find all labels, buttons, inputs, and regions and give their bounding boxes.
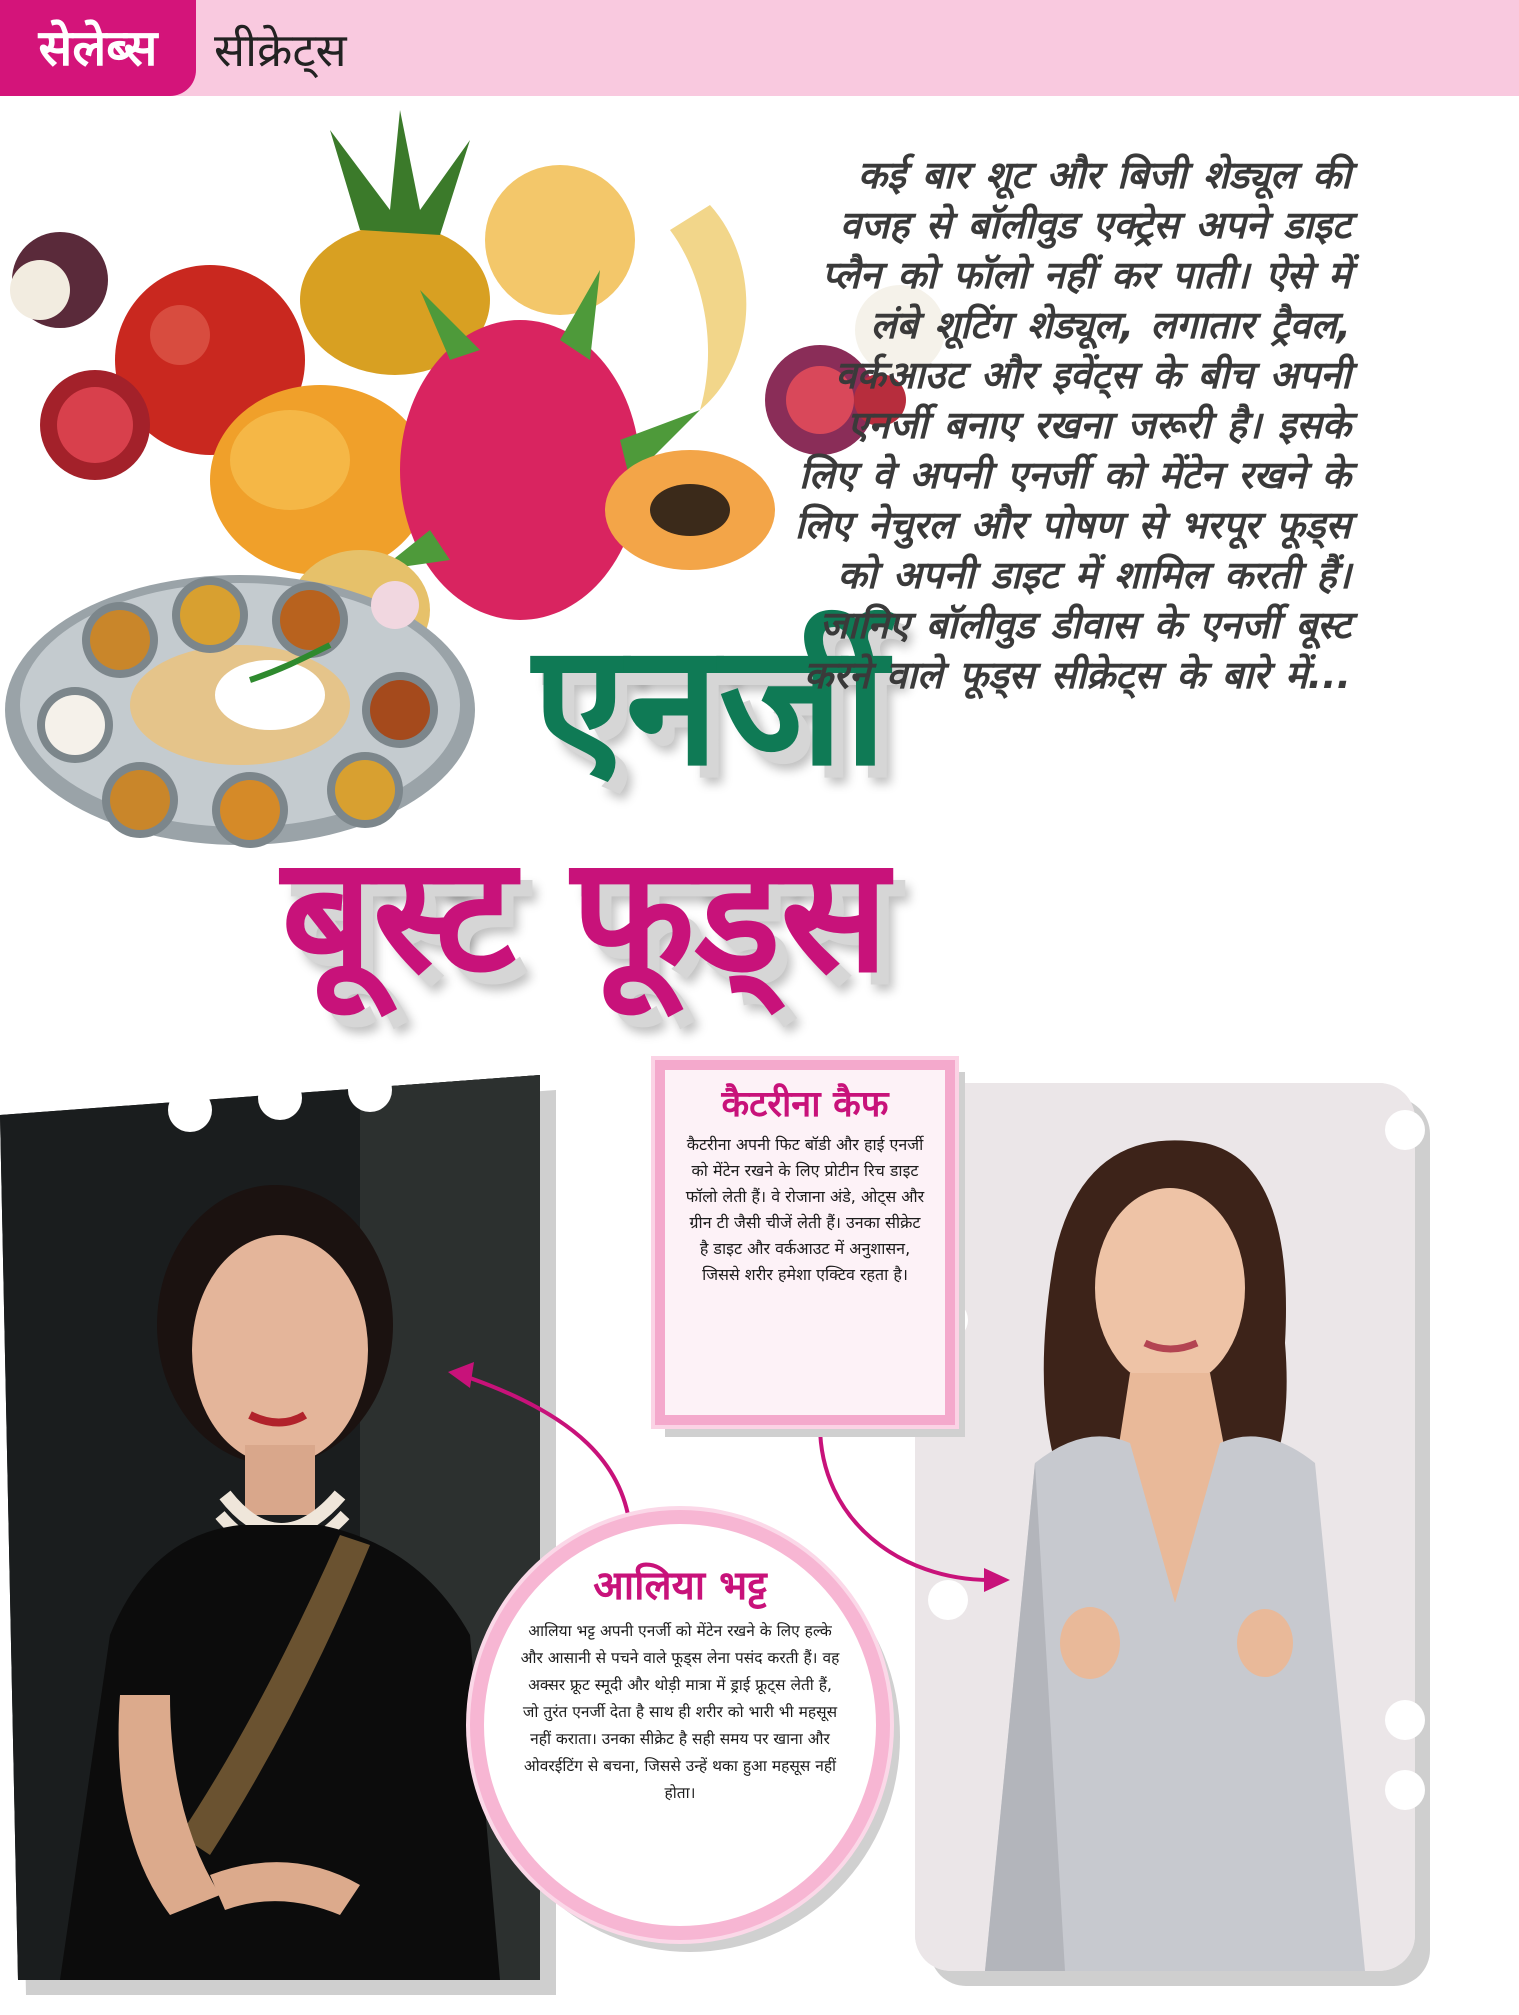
headline-line-1: एनर्जी [532,607,888,803]
alia-info-box [470,1510,890,1940]
katrina-name: कैटरीना कैफ [721,1084,889,1125]
headline-line-2: बूस्ट फूड्स [281,821,889,1008]
alia-name: आलिया भट्ट [593,1563,767,1609]
portrait-katrina [915,1083,1415,1971]
intro-paragraph: कई बार शूट और बिजी शेड्यूल की वजह से बॉलीवुड एक्ट्रेस अपने डाइट प्लैन को फॉलो नहीं कर पाती। ऐसे में लंबे शूटिंग शेड्यूल, लगातार ट्रैवल, वर्कआउट और इवेंट्स के बीच अपनी एनर्जी बनाए रखना जरूरी है। इसके लिए वे अपनी एनर्जी को मेंटेन रखने के लिए नेचुरल और पोषण से भरपूर फूड्स को अपनी डाइट में शामिल करती हैं। जानिए बॉलीवुड डीवास के एनर्जी बूस्ट करने वाले फूड्स सीक्रेट्स के बारे में... [794,153,1351,697]
photo-panel-alia [0,1075,540,1980]
katrina-text: कैटरीना अपनी फिट बॉडी और हाई एनर्जी को मेंटेन रखने के लिए प्रोटीन रिच डाइट फॉलो लेती हैं। वे रोजाना अंडे, ओट्स और ग्रीन टी जैसी चीजें लेती हैं। उनका सीक्रेट है डाइट और वर्कआउट में अनुशासन, जिससे शरीर हमेशा एक्टिव रहता है। [685,1135,925,1284]
section-tag: सेलेब्स [0,0,196,96]
katrina-info-box [655,1060,955,1425]
section-subtitle: सीक्रेट्स [214,23,347,77]
alia-text: आलिया भट्ट अपनी एनर्जी को मेंटेन रखने के लिए हल्के और आसानी से पचने वाले फूड्स लेना पसंद करती हैं। वह अक्सर फ्रूट स्मूदी और थोड़ी मात्रा में ड्राई फ्रूट्स लेती हैं, जो तुरंत एनर्जी देता है साथ ही शरीर को भारी भी महसूस नहीं कराता। उनका सीक्रेट है सही समय पर खाना और ओवरईटिंग से बचना, जिससे उन्हें थका हुआ महसूस नहीं होता। [520,1622,840,1802]
portrait-alia [0,1075,540,1980]
photo-panel-katrina [915,1083,1415,1971]
